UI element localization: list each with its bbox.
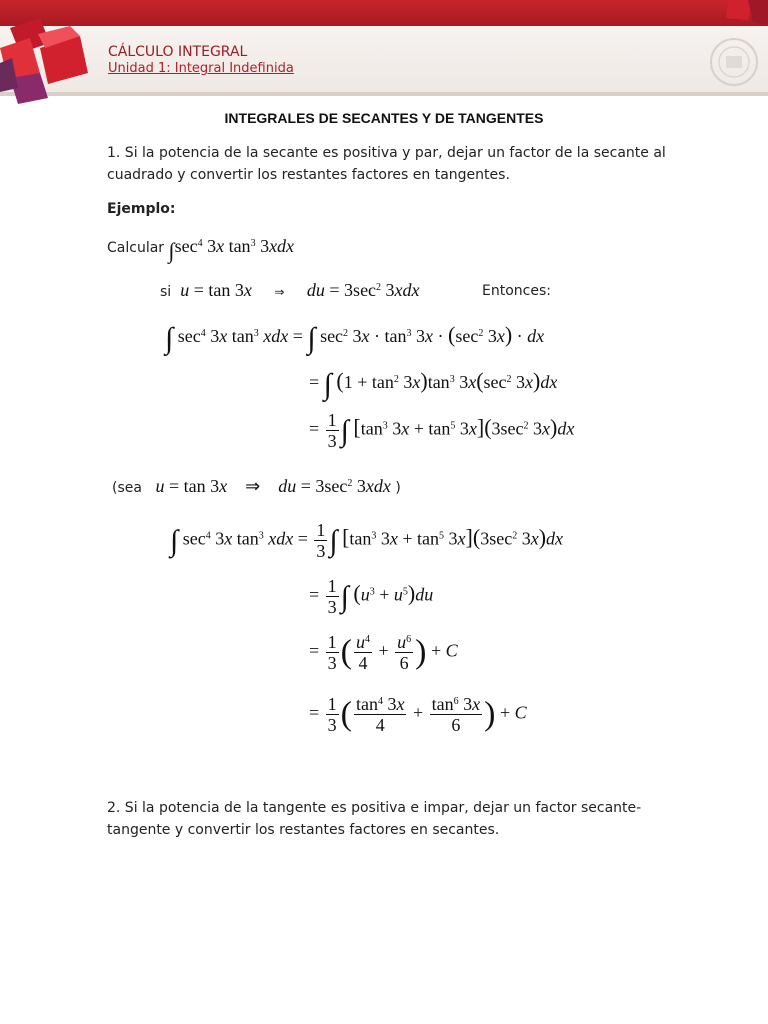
derivation-1-step-3: = $\frac{1}{3}$ ∫ [$\tan^3$ $3x + \tan^5 3x](3\sec^2$ 3x)dx (309, 410, 575, 451)
derivation-1-step-2: = ∫ $(1 + \tan^2 3x)\tan^3$ $3x(\sec^2$ 3x)dx (309, 368, 558, 401)
rule-2-text: 2. Si la potencia de la tangente es positiva e impar, dejar un factor secante-tangente y convertir los restantes factores en secantes. (107, 800, 642, 838)
substitution-line: si u = tan 3x ⇒ du = $3\sec^2$ 3xdx (160, 280, 420, 300)
integral-statement: Calcular $\int\sec^4$ 3x $\tan^3 3xdx$ (107, 236, 295, 263)
unit-link[interactable]: Unidad 1: Integral Indefinida (108, 61, 294, 76)
derivation-2-step-1: ∫ $\sec^4 3x$ $\tan^3$ xdx = $\frac{1}{3}$ ∫ [$\tan^3$ $3x + \tan^5 3x](3\sec^2$ 3x)dx (170, 520, 564, 561)
document-title: INTEGRALES DE SECANTES Y DE TANGENTES (224, 110, 544, 126)
sea-close-label: ) (395, 480, 401, 496)
derivation-2-step-2: = $\frac{1}{3}$ ∫ $(u^3 + u^5)du$ (309, 576, 434, 617)
cubes-corner-icon (708, 0, 768, 30)
derivation-1-step-1: ∫ $\sec^4 3x$ $\tan^3$ xdx = ∫ $\sec^2 3x \cdot \tan^3 3x \cdot (\sec^2$ 3x) · dx (165, 322, 545, 355)
sea-substitution: (sea u = tan 3x ⇒ du = $3\sec^2$ 3xdx ) (112, 476, 401, 496)
example-label: Ejemplo: (107, 201, 176, 217)
si-label: si (160, 284, 172, 300)
course-title: CÁLCULO INTEGRAL (108, 44, 248, 60)
cubes-logo-icon (0, 18, 100, 104)
university-seal-icon (708, 36, 760, 88)
entonces-label: Entonces: (482, 283, 551, 299)
calcular-label: Calcular (107, 240, 165, 256)
rule-1-text: 1. Si la potencia de la secante es positiva y par, dejar un factor de la secante al cuadrado y convertir los restantes factores en tangentes. (107, 145, 666, 183)
top-bar (0, 0, 768, 26)
derivation-2-step-4: = $\frac{1}{3}$ ( $\frac{\tan^4 3x}{4}$ + $\frac{\tan^6 3x}{6}$ ) + C (309, 694, 527, 735)
sea-open-label: (sea (112, 480, 142, 496)
derivation-2-step-3: = $\frac{1}{3}$ ( $\frac{u^4}{4}$ + $\frac{u^6}{6}$ ) + C (309, 632, 458, 673)
